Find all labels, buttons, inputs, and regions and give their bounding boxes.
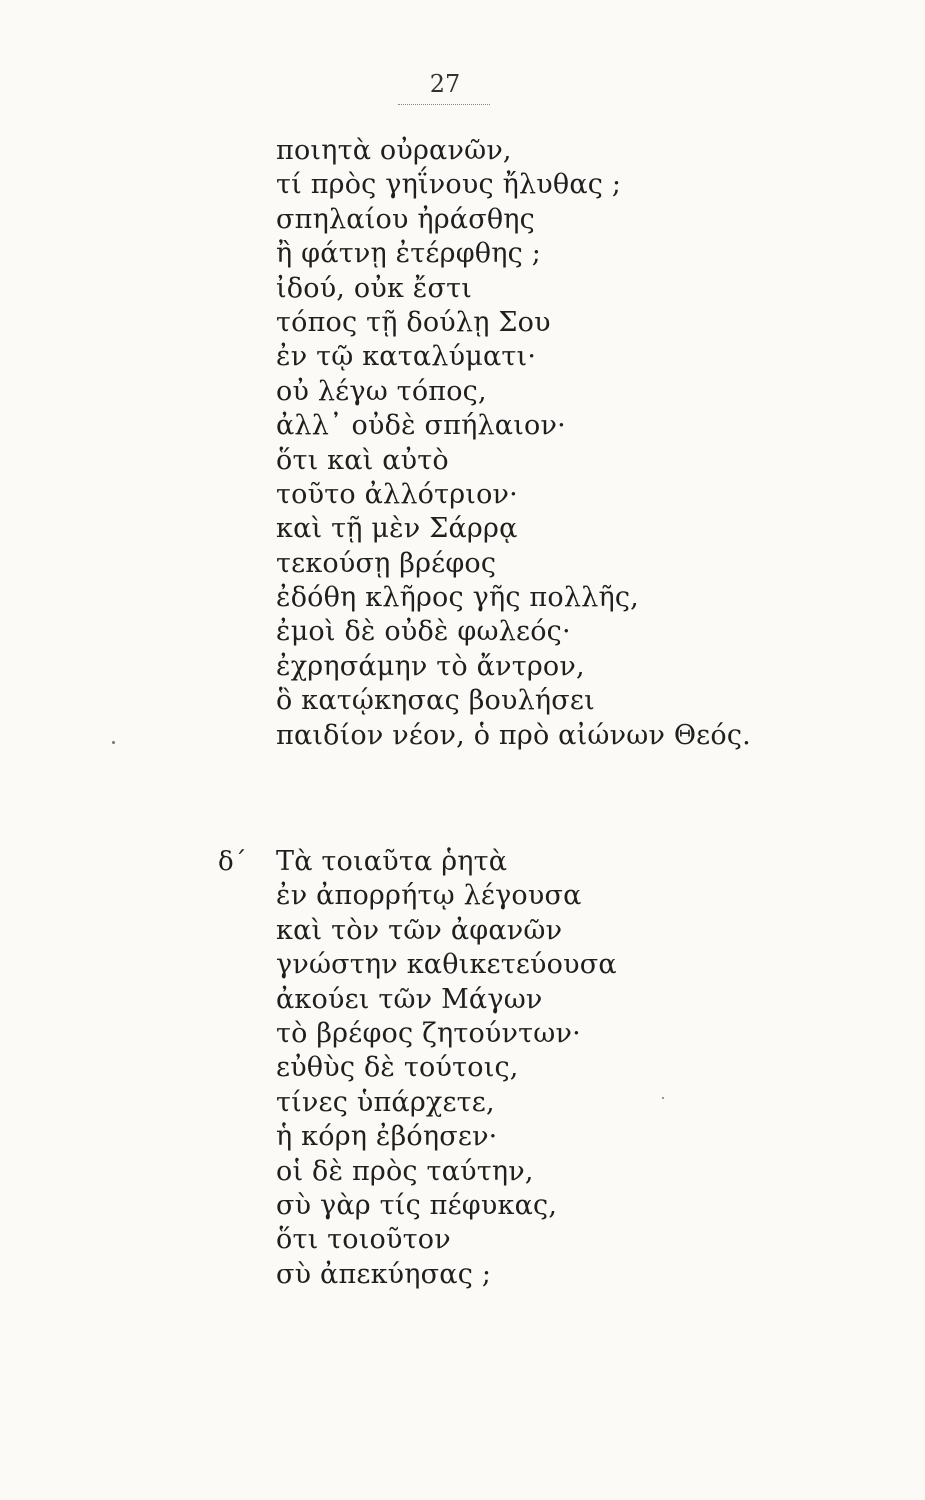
stanza-2-line: ἀκούει τῶν Μάγων (276, 983, 543, 1015)
stanza-1-line: παιδίον νέον, ὁ πρὸ αἰώνων Θεός. (276, 719, 751, 751)
stanza-2-line: τίνες ὑπάρχετε, (276, 1086, 495, 1118)
page-number-rule (398, 104, 490, 105)
stanza-1-line: τεκούσῃ βρέφος (276, 547, 497, 579)
stanza-1-line: τί πρὸς γηΐνους ἤλυθας ; (276, 169, 622, 201)
stanza-2-line: ἐν ἀπορρήτῳ λέγουσα (276, 880, 582, 912)
stanza-1-line: ὃ κατῴκησας βουλήσει (276, 685, 595, 717)
stanza-2-line: εὐθὺς δὲ τούτοις, (276, 1052, 519, 1084)
stanza-1-line: σπηλαίου ἠράσθης (276, 203, 536, 235)
stanza-2-line: καὶ τὸν τῶν ἀφανῶν (276, 914, 563, 946)
stanza-1-line: ἐδόθη κλῆρος γῆς πολλῆς, (276, 582, 639, 614)
stanza-1-line: ποιητὰ οὐρανῶν, (276, 135, 512, 166)
print-speck (112, 741, 115, 744)
stanza-1 (276, 134, 796, 753)
stanza-1-line: ἰδού, οὐκ ἔστι (276, 272, 473, 304)
stanza-2-line: οἱ δὲ πρὸς ταύτην, (276, 1155, 534, 1187)
stanza-1-line: καὶ τῇ μὲν Σάρρᾳ (276, 513, 518, 545)
stanza-2 (276, 845, 796, 1292)
stanza-1-line: τοῦτο ἀλλότριον· (276, 478, 518, 510)
stanza-2-line: τὸ βρέφος ζητούντων· (276, 1017, 581, 1049)
stanza-2-line: ὅτι τοιοῦτον (276, 1224, 451, 1256)
stanza-1-line: ἐν τῷ καταλύματι· (276, 341, 537, 373)
stanza-2-line: γνώστην καθικετεύουσα (276, 949, 617, 981)
stanza-2-line: σὺ γὰρ τίς πέφυκας, (276, 1189, 558, 1221)
stanza-1-line: ὅτι καὶ αὐτὸ (276, 444, 449, 476)
stanza-1-line: οὐ λέγω τόπος, (276, 375, 487, 407)
stanza-2-line: σὺ ἀπεκύησας ; (276, 1258, 492, 1290)
stanza-1-line: ἢ φάτνῃ ἐτέρφθης ; (276, 238, 542, 270)
page-number: 27 (429, 70, 461, 98)
print-speck (662, 1097, 664, 1099)
stanza-2-line: ἡ κόρη ἐβόησεν· (276, 1121, 498, 1153)
stanza-1-line: ἐμοὶ δὲ οὐδὲ φωλεός· (276, 616, 571, 648)
stanza-1-line: ἀλλ᾽ οὐδὲ σπήλαιον· (276, 410, 566, 442)
stanza-2-line: Τὰ τοιαῦτα ῥητὰ (276, 846, 508, 877)
stanza-1-line: τόπος τῇ δούλῃ Σου (276, 306, 551, 338)
stanza-2-number: δ΄ (218, 847, 247, 877)
stanza-1-line: ἐχρησάμην τὸ ἄντρον, (276, 650, 585, 682)
